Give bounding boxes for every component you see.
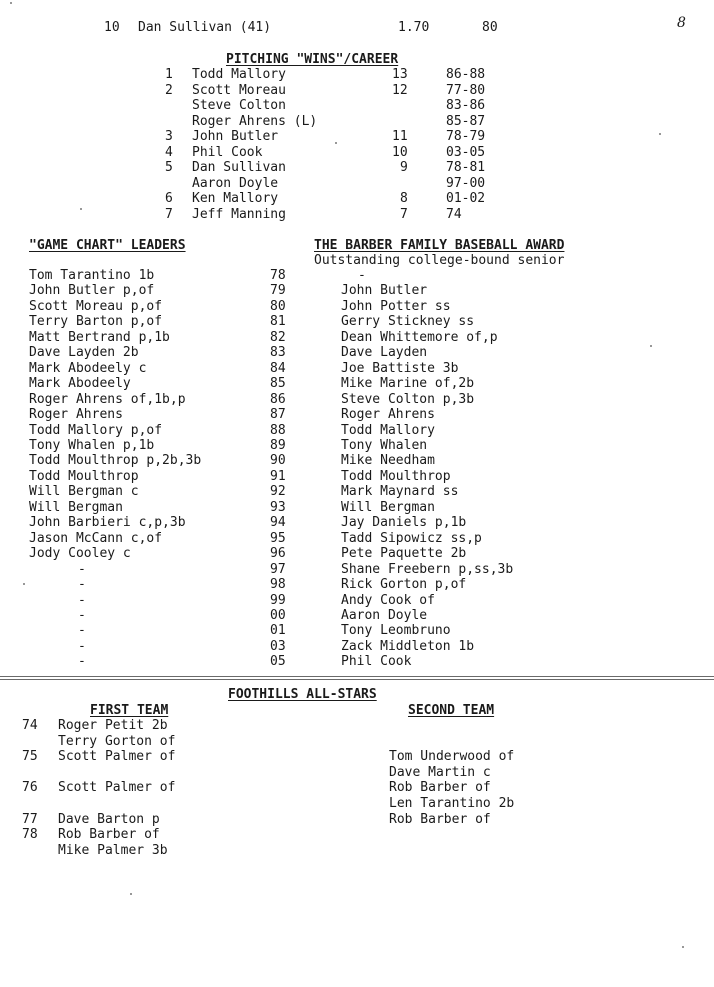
game-chart-player: Dave Layden 2b [29,345,139,361]
scan-speck [682,946,684,948]
game-chart-player: Todd Mallory p,of [29,422,163,438]
barber-award-recipient: Gerry Stickney ss [341,314,475,330]
game-chart-year: 84 [270,360,286,376]
pitching-title: PITCHING "WINS"/CAREER [226,52,399,67]
barber-award-recipient: Roger Ahrens [341,407,435,422]
game-chart-player: Matt Bertrand p,1b [29,329,170,345]
second-team-player: Rob Barber of [389,780,491,795]
first-team-year: 75 [22,749,38,764]
pitching-years: 78-81 [446,160,486,175]
game-chart-player: - [78,638,86,654]
pitching-name: Jeff Manning [192,207,286,222]
first-team-year: 77 [22,812,38,827]
barber-award-recipient: Tony Leombruno [341,623,451,639]
pitching-name: Aaron Doyle [192,176,279,191]
second-team-player: Dave Martin c [389,765,491,780]
pitching-rank: 4 [165,145,173,160]
game-chart-year: 80 [270,298,286,314]
game-chart-year: 85 [270,376,286,392]
game-chart-player: - [78,592,86,608]
top-line-name: Dan Sullivan (41) [138,20,272,35]
pitching-rank: 1 [165,67,173,82]
game-chart-year: 90 [270,453,286,469]
barber-award-recipient: Mark Maynard ss [341,484,459,500]
barber-award-recipient: Shane Freebern p,ss,3b [341,561,514,577]
game-chart-player: - [78,654,86,670]
pitching-name: Todd Mallory [192,67,286,82]
first-team-player: Roger Petit 2b [58,718,168,733]
pitching-wins: 12 [392,83,408,98]
second-team-player: Len Tarantino 2b [389,796,515,811]
game-chart-year: 95 [270,530,286,546]
barber-award-recipient: Will Bergman [341,499,435,515]
game-chart-player: Jason McCann c,of [29,530,163,546]
game-chart-player: Mark Abodeely c [29,360,147,376]
game-chart-year: 00 [270,607,286,623]
pitching-wins: 11 [392,129,408,144]
scan-speck [335,142,337,144]
game-chart-year: 92 [270,484,286,500]
barber-award-recipient: Tadd Sipowicz ss,p [341,530,482,546]
first-team-heading: FIRST TEAM [90,703,169,718]
game-chart-player: Terry Barton p,of [29,314,163,330]
barber-award-recipient: Tony Whalen [341,437,428,453]
first-team-year: 78 [22,827,38,842]
scan-speck [80,208,82,210]
scan-speck [23,583,25,585]
pitching-rank: 2 [165,83,173,98]
game-chart-year: 01 [270,623,286,639]
pitching-years: 74 [446,207,462,222]
barber-award-title: THE BARBER FAMILY BASEBALL AWARD [314,238,565,253]
pitching-wins: 9 [400,160,408,175]
pitching-name: Dan Sullivan [192,160,286,175]
barber-award-recipient: Dave Layden [341,345,428,361]
game-chart-year: 79 [270,283,286,299]
barber-award-recipient: Andy Cook of [341,592,435,608]
pitching-wins: 8 [400,191,408,206]
barber-award-recipient: Mike Needham [341,453,435,469]
first-team-player: Scott Palmer of [58,780,176,795]
barber-award-recipient: Mike Marine of,2b [341,376,475,392]
game-chart-year: 94 [270,515,286,531]
barber-award-recipient: Joe Battiste 3b [341,360,459,376]
pitching-years: 83-86 [446,98,486,113]
pitching-years: 03-05 [446,145,486,160]
game-chart-title: "GAME CHART" LEADERS [29,238,186,253]
second-team-player: Rob Barber of [389,812,491,827]
barber-award-recipient: - [358,268,366,283]
scan-speck [130,893,132,895]
game-chart-year: 83 [270,345,286,361]
game-chart-player: Tom Tarantino 1b [29,268,155,283]
pitching-wins: 13 [392,67,408,82]
game-chart-year: 86 [270,391,286,407]
top-line-value: 1.70 [398,20,430,35]
barber-award-recipient: John Butler [341,283,428,299]
pitching-rank: 3 [165,129,173,144]
game-chart-year: 91 [270,468,286,484]
game-chart-player: - [78,561,86,577]
first-team-player: Mike Palmer 3b [58,843,168,858]
game-chart-player: Roger Ahrens of,1b,p [29,391,186,407]
pitching-name: Scott Moreau [192,83,286,98]
game-chart-player: Todd Moulthrop [29,468,139,484]
game-chart-player: Tony Whalen p,1b [29,437,155,453]
game-chart-player: John Barbieri c,p,3b [29,515,186,531]
pitching-years: 97-00 [446,176,486,191]
game-chart-player: Will Bergman c [29,484,139,500]
section-divider [0,676,714,677]
game-chart-year: 99 [270,592,286,608]
barber-award-recipient: John Potter ss [341,298,451,314]
foothills-title: FOOTHILLS ALL-STARS [228,687,377,702]
game-chart-player: John Butler p,of [29,283,155,299]
game-chart-year: 97 [270,561,286,577]
page-number: 8 [677,15,686,31]
game-chart-year: 93 [270,499,286,515]
top-line-number: 10 [104,20,120,35]
scan-speck [10,2,12,4]
barber-award-recipient: Rick Gorton p,of [341,577,467,592]
second-team-player: Tom Underwood of [389,749,515,764]
barber-award-recipient: Zack Middleton 1b [341,638,475,654]
game-chart-player: Mark Abodeely [29,376,131,392]
pitching-wins: 10 [392,145,408,160]
pitching-name: Ken Mallory [192,191,279,206]
first-team-year: 76 [22,780,38,795]
game-chart-year: 05 [270,654,286,670]
pitching-years: 78-79 [446,129,486,144]
scan-speck [650,345,652,347]
game-chart-player: - [78,607,86,623]
barber-award-recipient: Todd Moulthrop [341,468,451,484]
game-chart-player: Todd Moulthrop p,2b,3b [29,453,202,469]
first-team-player: Scott Palmer of [58,749,176,764]
barber-award-recipient: Jay Daniels p,1b [341,515,467,531]
pitching-name: Roger Ahrens (L) [192,114,318,129]
game-chart-player: - [78,577,86,592]
section-divider [0,679,714,680]
barber-award-recipient: Todd Mallory [341,422,435,438]
barber-award-subtitle: Outstanding college-bound senior [314,253,565,268]
game-chart-year: 87 [270,407,286,422]
game-chart-year: 82 [270,329,286,345]
pitching-years: 86-88 [446,67,486,82]
first-team-player: Rob Barber of [58,827,160,842]
scan-speck [659,133,661,135]
barber-award-recipient: Phil Cook [341,654,412,670]
barber-award-recipient: Dean Whittemore of,p [341,329,498,345]
barber-award-recipient: Steve Colton p,3b [341,391,475,407]
top-line-year: 80 [482,20,498,35]
game-chart-player: Roger Ahrens [29,407,123,422]
game-chart-year: 96 [270,546,286,562]
game-chart-player: Scott Moreau p,of [29,298,163,314]
first-team-player: Dave Barton p [58,812,160,827]
pitching-wins: 7 [400,207,408,222]
game-chart-year: 81 [270,314,286,330]
game-chart-year: 03 [270,638,286,654]
pitching-rank: 7 [165,207,173,222]
game-chart-year: 88 [270,422,286,438]
game-chart-player: Jody Cooley c [29,546,131,562]
pitching-name: Phil Cook [192,145,263,160]
barber-award-recipient: Pete Paquette 2b [341,546,467,562]
pitching-name: John Butler [192,129,279,144]
first-team-year: 74 [22,718,38,733]
second-team-heading: SECOND TEAM [408,703,495,718]
game-chart-player: Will Bergman [29,499,123,515]
first-team-player: Terry Gorton of [58,734,176,749]
pitching-rank: 6 [165,191,173,206]
pitching-years: 01-02 [446,191,486,206]
game-chart-year: 98 [270,577,286,592]
pitching-rank: 5 [165,160,173,175]
game-chart-player: - [78,623,86,639]
pitching-years: 77-80 [446,83,486,98]
pitching-name: Steve Colton [192,98,286,113]
game-chart-year: 78 [270,268,286,283]
game-chart-year: 89 [270,437,286,453]
pitching-years: 85-87 [446,114,486,129]
barber-award-recipient: Aaron Doyle [341,607,428,623]
